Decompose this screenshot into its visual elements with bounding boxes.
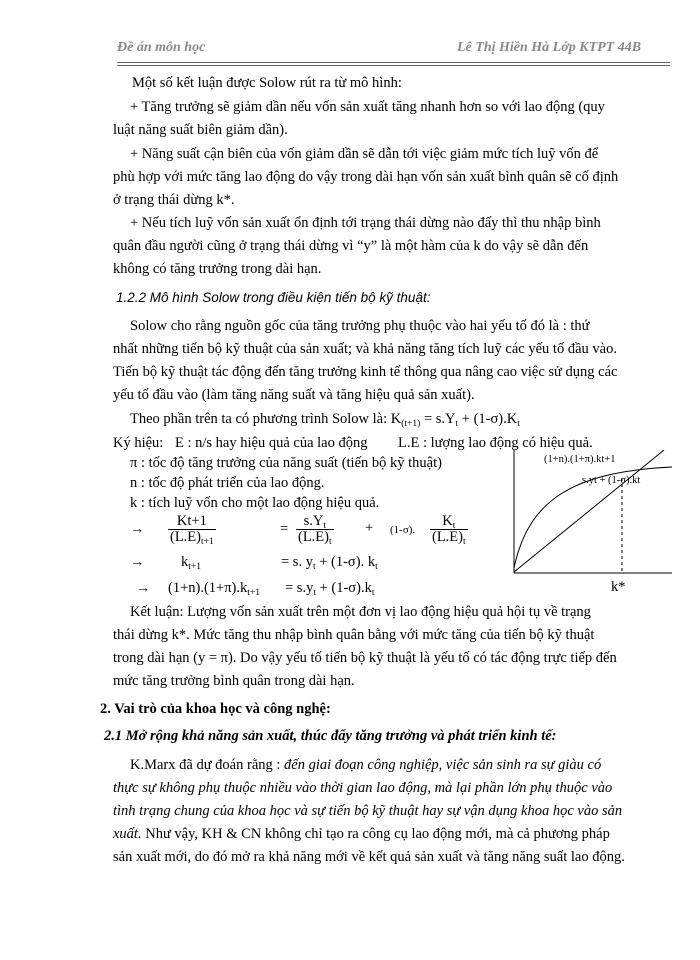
arrow-2: →	[130, 554, 145, 570]
conclusion-line-2: thái dừng k*. Mức tăng thu nhập bình quân bằng với mức tăng của tiến bộ kỹ thuật	[113, 627, 595, 643]
conclusion-line-3: trong dài hạn (y = π). Do vậy yếu tố tiến bộ kỹ thuật là yếu tố có tác động trực tiếp đến	[113, 650, 617, 666]
equation-line	[130, 412, 520, 428]
notation-label: Ký hiệu:	[113, 435, 164, 451]
notation-pi: π : tốc độ tăng trưởng của năng suất (tiến bộ kỹ thuật)	[130, 455, 442, 471]
conclusion-2-line-2: phù hợp với mức tăng lao động do vậy trong dài hạn vốn sản xuất bình quân sẽ cố định	[113, 169, 619, 185]
section-2-heading: 2. Vai trò của khoa học và công nghệ:	[100, 701, 331, 717]
arrow-3: →	[136, 580, 151, 596]
marx-line-5: sản xuất mới, do đó mở ra khả năng mới về kết quả sản xuất và tăng năng suất lao động.	[113, 849, 625, 865]
equation-intro: Theo phần trên ta có phương trình Solow là:	[130, 411, 388, 427]
notation-k: k : tích luỹ vốn cho một lao động hiệu quả.	[130, 495, 380, 511]
equation: $K_{(t+1)} = s.Y_t + (1-\sigma).K_t$	[390, 411, 520, 429]
equals-1: =	[280, 521, 289, 537]
graph-label-mid: s.yt + (1-σ).kt	[582, 475, 641, 486]
fraction-k-over-le: $\frac{Kt+1}{(L.E)_{t+1}}$	[170, 513, 214, 548]
graph-label-top: (1+n).(1+π).kt+1	[544, 454, 616, 465]
conclusion-3-line-2: quân đầu người cũng ở trạng thái dừng vì “y” là một hàm của k do vậy sẽ dẫn đến	[113, 238, 589, 254]
solow-para-line-2: nhất những tiến bộ kỹ thuật của sản xuất; và khả năng tăng tích luỹ các yếu tố đầu vào.	[113, 341, 617, 357]
header-rule-thin	[117, 65, 670, 66]
marx-line-1: K.Marx đã dự đoán rằng : đến giai đoạn công nghiệp, việc sản sinh ra sự giàu có	[130, 757, 602, 773]
marx-line-4: xuất. Như vậy, KH & CN không chỉ tạo ra công cụ lao động mới, mà cả phương pháp	[113, 826, 610, 842]
derivation-2-lhs: $k_{t+1}$	[181, 554, 201, 572]
header-right: Lê Thị Hiền Hà Lớp KTPT 44B	[457, 40, 642, 55]
conclusion-2-line-3: ở trạng thái dừng k*.	[113, 192, 235, 208]
conclusion-1-line-2: luật năng suất biên giảm dần).	[113, 122, 288, 138]
conclusion-line-4: mức tăng trưởng bình quân trong dài hạn.	[113, 673, 355, 689]
header-left: Đề án môn học	[117, 40, 206, 55]
conclusion-1-line-1: + Tăng trưởng sẽ giảm dần nếu vốn sản xuất tăng nhanh hơn so với lao động (quy	[130, 99, 605, 115]
conclusion-2-line-1: + Năng suất cận biên của vốn giảm dần sẽ dẫn tới việc giảm mức tích luỹ vốn để	[130, 146, 599, 162]
conclusion-3-line-3: không có tăng trưởng trong dài hạn.	[113, 261, 322, 277]
derivation-3-lhs: $(1+n).(1+\pi).k_{t+1}$	[168, 580, 260, 598]
header-rule	[117, 62, 670, 63]
notation-LE: L.E : lượng lao động có hiệu quả.	[398, 435, 593, 451]
intro-line: Một số kết luận được Solow rút ra từ mô hình:	[132, 75, 402, 91]
conclusion-3-line-1: + Nếu tích luỹ vốn sản xuất ổn định tới trạng thái dừng nào đấy thì thu nhập bình	[130, 215, 601, 231]
graph-label-kstar: k*	[611, 579, 626, 595]
solow-para-line-1: Solow cho rằng nguồn gốc của tăng trưởng phụ thuộc vào hai yếu tố đó là : thứ	[130, 318, 590, 334]
steady-state-graph	[508, 448, 678, 590]
plus-1: +	[365, 520, 374, 536]
conclusion-line-1: Kết luận: Lượng vốn sản xuất trên một đơn vị lao động hiệu quả hội tụ về trạng	[130, 604, 591, 620]
solow-para-line-3: Tiến bộ kỹ thuật tác động đến tăng trưởng kinh tế thông qua nâng cao việc sử dụng các	[113, 364, 618, 380]
requirement-line	[514, 450, 664, 572]
derivation-2-rhs: = s. $y_t + (1-\sigma)$. $k_t$	[281, 554, 378, 572]
coefficient-1: (1-σ).	[390, 524, 416, 536]
marx-line-3: tình trạng chung của khoa học và sự tiến bộ kỹ thuật hay sự vận dụng khoa học vào sản	[113, 803, 623, 819]
marx-line-2: thực sự không phụ thuộc nhiều vào thời gian lao động, mà lại phần lớn phụ thuộc vào	[113, 780, 613, 796]
notation-n: n : tốc độ phát triển của lao động.	[130, 475, 325, 491]
section-2-1-heading: 2.1 Mở rộng khả năng sản xuất, thúc đẩy tăng trưởng và phát triển kinh tế:	[104, 728, 557, 744]
section-1-2-2-heading: 1.2.2 Mô hình Solow trong điều kiện tiến bộ kỹ thuật:	[116, 290, 431, 305]
fraction-kt-over-le: $\frac{K_t}{(L.E)_t}$	[432, 513, 466, 548]
solow-para-line-4: yếu tố đầu vào (làm tăng năng suất và tăng hiệu quả sản xuất).	[113, 387, 475, 403]
arrow-1: →	[130, 521, 145, 537]
notation-E: E : n/s hay hiệu quả của lao động	[175, 435, 368, 451]
fraction-sy-over-le: $\frac{s.Y_t}{(L.E)_t}$	[298, 513, 332, 548]
derivation-3-rhs: = $s.y_t + (1-\sigma).k_t$	[285, 580, 375, 598]
